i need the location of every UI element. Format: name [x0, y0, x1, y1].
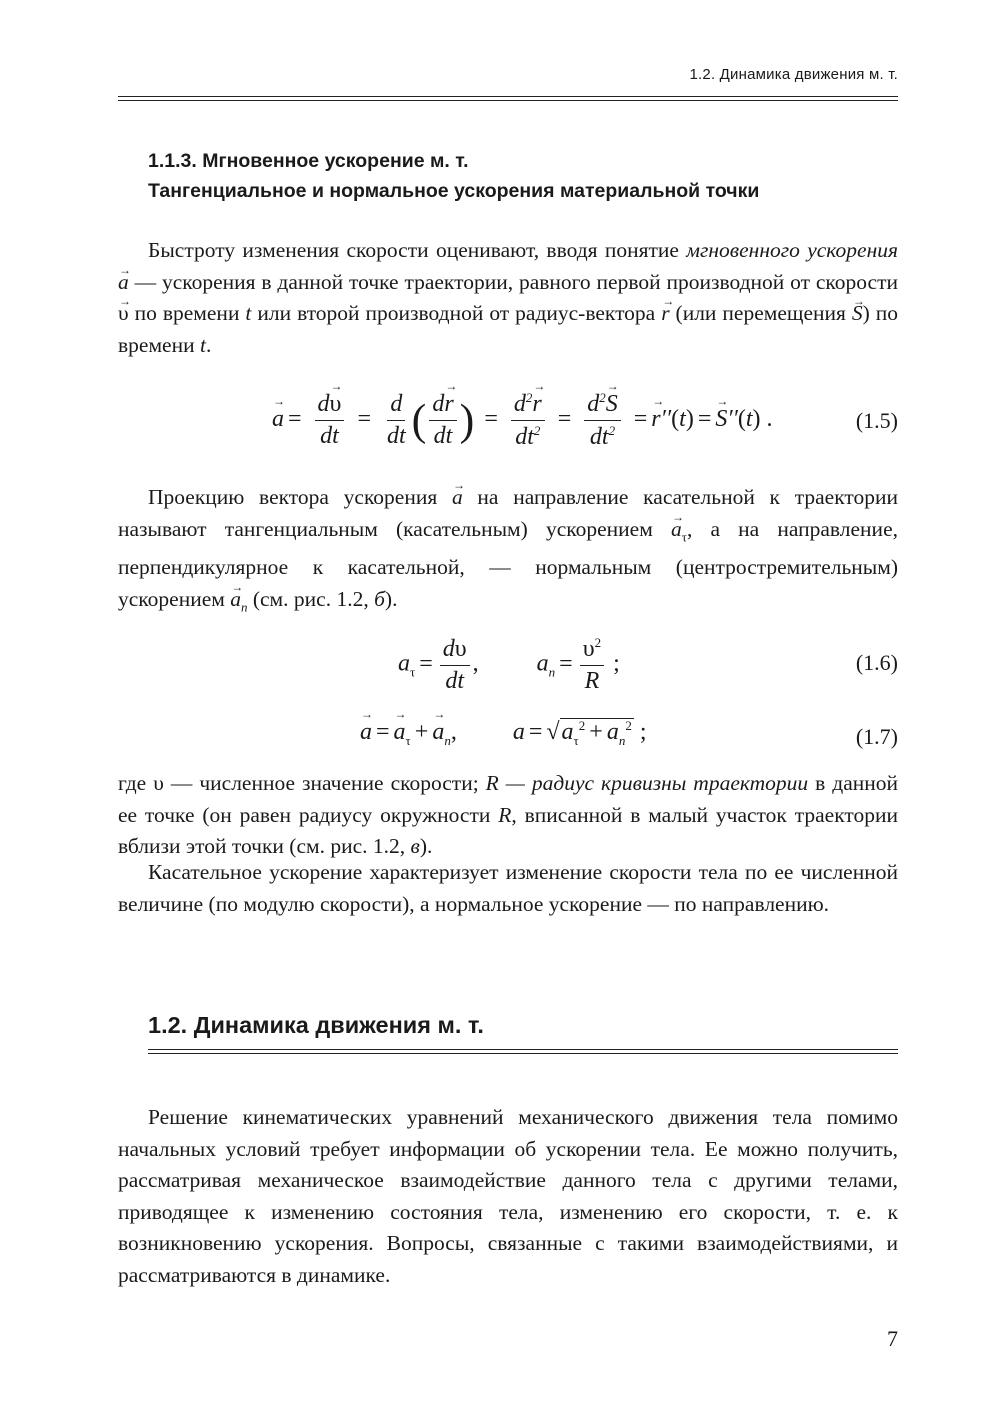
vector-a: a → [118, 267, 129, 299]
paragraph-5: Решение кинематических уравнений механического движения тела помимо начальных условий требует информации об ускорении тела. Ее можно получить, рассматривая механическое взаимодействие данного тела с другими телами, приводящее к изменению состояния тела, изменению его скорости, т. е. к возникновению ускорения. Вопросы, связанные с такими взаимодействиями, и рассматриваются в динамике. [118, 1105, 898, 1287]
section-2-rule-bottom [148, 1053, 898, 1054]
equation-number-1-5: (1.5) [855, 408, 898, 433]
section-title-line-1: 1.1.3. Мгновенное ускорение м. т. [148, 150, 469, 172]
equation-number-1-6: (1.6) [855, 650, 898, 675]
equation-number-1-7: (1.7) [855, 724, 898, 749]
paragraph-2: Проекцию вектора ускорения a → на направление касательной к траектории называют тангенциальным (касательным) ускорением $a \to_\tau$, а на направление, перпендикулярное к касательной, — нормальным (центростремительным) ускорением $a \to_n$ (см. рис. 1.2, б). [118, 482, 898, 623]
header-rule-bottom [118, 100, 898, 101]
running-head: 1.2. Динамика движения м. т. [689, 66, 898, 83]
equation-1-5: a → = $\frac{d\upsilon \to}{dt}$ = $\frac{d}{dt}$ ( $\frac{dr \to}{dt}$ ) = $\frac{d^2r \to}{dt^2}$ = $\frac{d^2S \to}{dt^2}$ = r →′′(t) = S →′′(t) . [272, 390, 773, 451]
equation-1-6: $a_\tau$ = $\frac{d\upsilon}{dt}$ , $a_n$ = $\frac{\upsilon^2}{R}$ ; [398, 635, 620, 694]
section-title-line-2: Тангенциальное и нормальное ускорения материальной точки [148, 180, 760, 202]
section-2-rule-top [148, 1049, 898, 1050]
equation-1-7: a → = $a \to_\tau + a \to_n$, $a = √a_\tau^2 + a_n^2$ ; [360, 718, 647, 749]
page-number: 7 [887, 1326, 898, 1351]
paragraph-3: где υ — численное значение скорости; R — радиус кривизны траектории в данной ее точке (он равен радиусу окружности R, вписанной в малый участок траектории вблизи этой точки (см. рис. 1.2, в). [118, 771, 899, 858]
paragraph-1: Быстроту изменения скорости оценивают, вводя понятие мгновенного ускорения a → — ускорения в данной точке траектории, равного первой производной от скорости υ → по времени t или второй производной от радиус-вектора r → (или перемещения S →) по времени t. [118, 235, 898, 361]
paragraph-4: Касательное ускорение характеризует изменение скорости тела по ее численной величине (по модулю скорости), а нормальное ускорение — по направлению. [118, 860, 898, 916]
header-rule-top [118, 96, 898, 97]
section-2-title: 1.2. Динамика движения м. т. [148, 1012, 484, 1038]
